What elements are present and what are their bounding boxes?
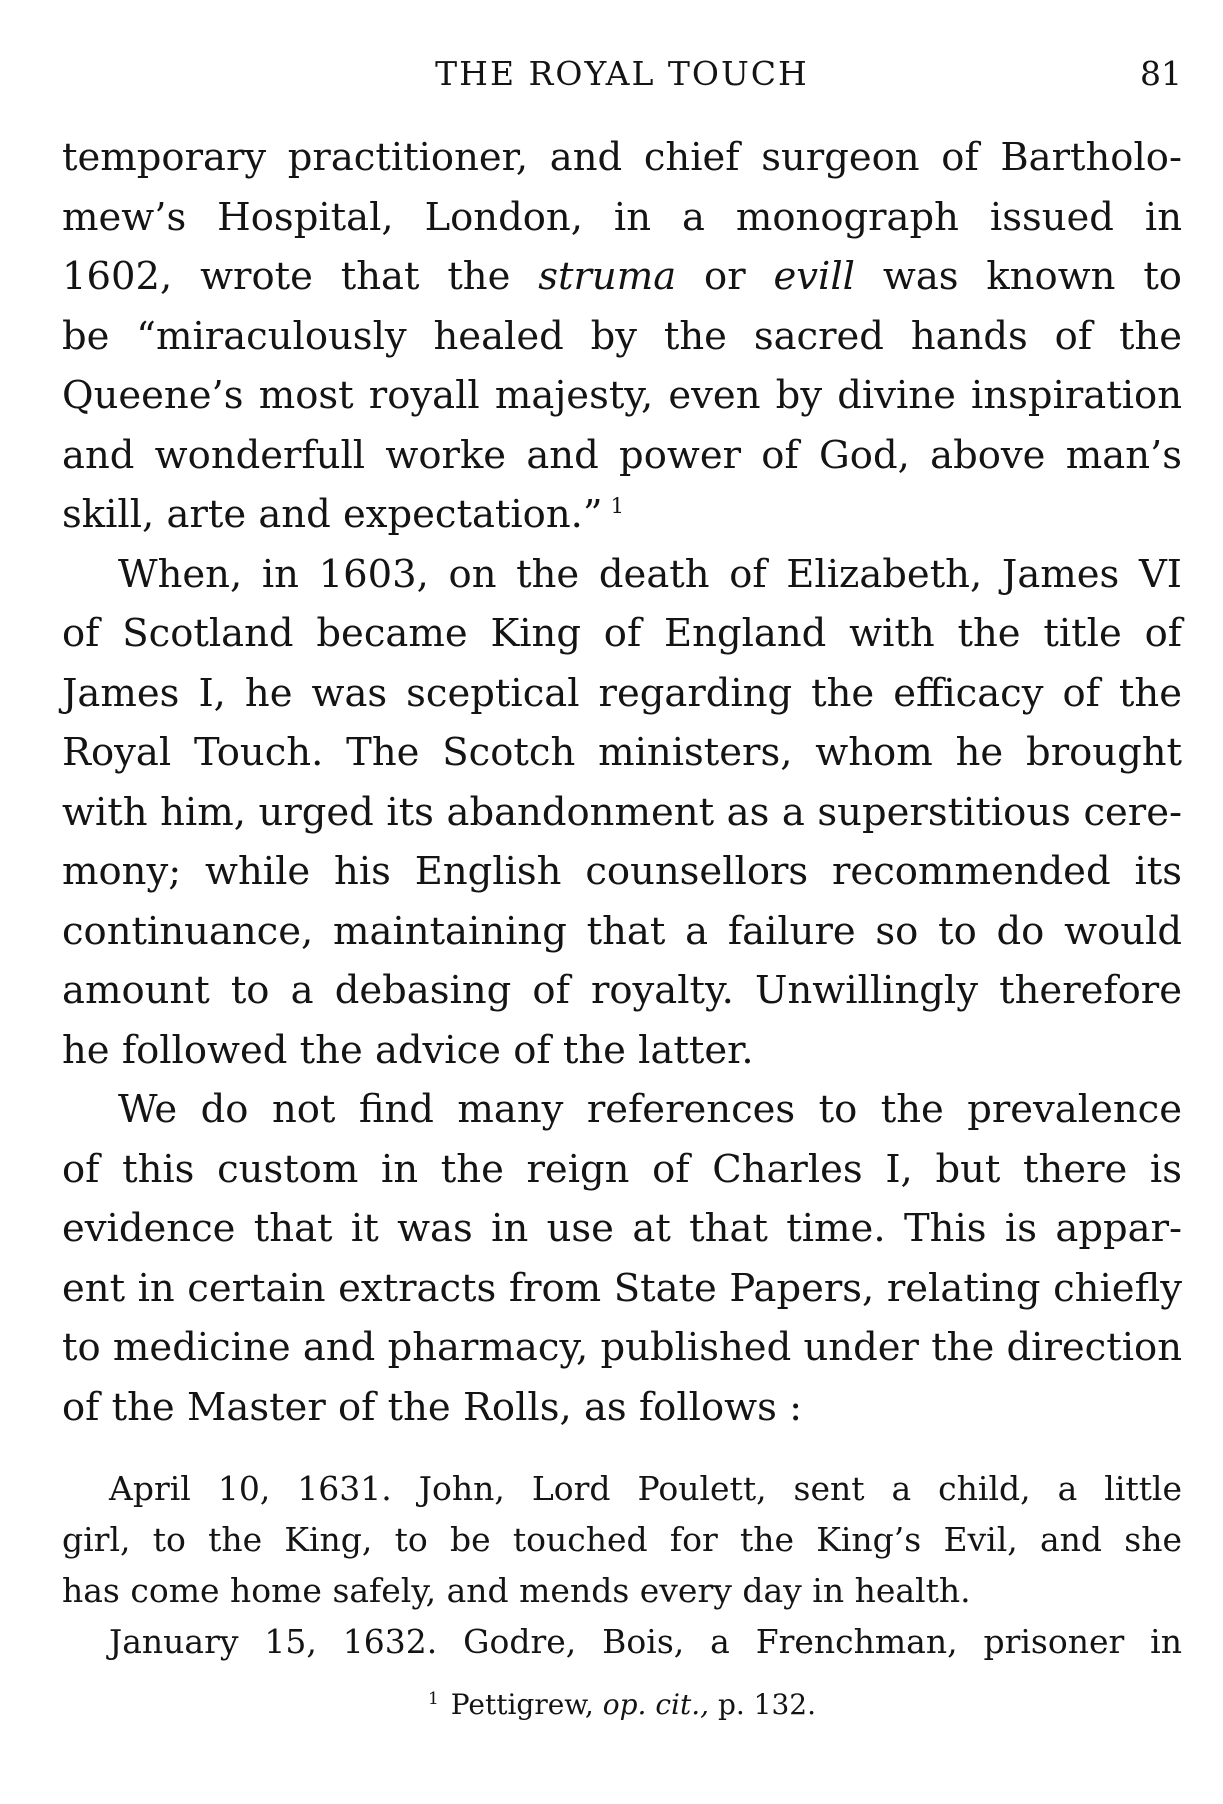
text-line: amount to a debasing of royalty. Unwillingly therefore (62, 968, 1182, 1013)
footnote-op-cit: op. cit., (602, 1688, 710, 1721)
italic-term-evill: evill (773, 254, 855, 299)
text-line: mew’s Hospital, London, in a monograph issued in (62, 194, 1182, 240)
state-papers-extract (62, 1463, 1182, 1667)
text-span: the (447, 254, 511, 299)
text-line (62, 247, 1182, 307)
paragraph-1 (62, 128, 1182, 545)
text-line: and wonderfull worke and power of God, above man’s (62, 432, 1182, 478)
paragraph-2 (62, 545, 1182, 1081)
text-line: continuance, maintaining that a failure so to do would (62, 908, 1182, 954)
paragraph-3 (62, 1080, 1182, 1437)
text-line: of this custom in the reign of Charles I, but there is (62, 1146, 1182, 1192)
text-line: April 10, 1631. John, Lord Poulett, sent a child, a little (109, 1469, 1182, 1508)
text-span: 1602, wrote that (62, 254, 420, 299)
text-line: Royal Touch. The Scotch ministers, whom he brought (62, 730, 1182, 775)
text-line: James I, he was sceptical regarding the efficacy of the (62, 670, 1182, 716)
italic-term-struma: struma (538, 254, 677, 299)
text-line: Queene’s most royall majesty, even by divine inspiration (62, 373, 1182, 418)
text-line: be “miraculously healed by the sacred hands of the (62, 313, 1182, 359)
text-line: he followed the advice of the latter. (62, 1027, 754, 1073)
text-line: of the Master of the Rolls, as follows : (62, 1384, 803, 1430)
running-head (62, 54, 1182, 94)
text-line: ent in certain extracts from State Papers, relating chiefly (62, 1265, 1182, 1311)
footnote-reference: 1 (610, 494, 624, 518)
footnote-mark: 1 (427, 1689, 439, 1709)
text-line: mony; while his English counsellors recommended its (62, 849, 1182, 894)
text-line: evidence that it was in use at that time. This is appar- (62, 1206, 1182, 1251)
text-line: of Scotland became King of England with the title of (62, 611, 1182, 656)
footnote (62, 1688, 1182, 1721)
text-line: When, in 1603, on the death of Elizabeth, James VI (118, 551, 1182, 597)
text-line: January 15, 1632. Godre, Bois, a Frenchman, prisoner in (109, 1622, 1182, 1661)
text-span: or (704, 254, 746, 299)
footnote-page: p. 132. (717, 1688, 817, 1721)
text-line: has come home safely, and mends every day in health. (62, 1571, 971, 1610)
page-number: 81 (1140, 54, 1182, 93)
text-line: We do not find many references to the prevalence (118, 1087, 1182, 1132)
text-span: was known to (882, 254, 1182, 299)
footnote-author: Pettigrew, (450, 1688, 594, 1721)
text-span: skill, arte and expectation.” (62, 492, 603, 537)
text-line: temporary practitioner, and chief surgeon of Bartholo- (62, 135, 1182, 180)
running-title: THE ROYAL TOUCH (435, 54, 809, 93)
body-text (62, 128, 1182, 1667)
text-line: with him, urged its abandonment as a superstitious cere- (62, 789, 1182, 835)
text-line: girl, to the King, to be touched for the King’s Evil, and she (62, 1520, 1182, 1559)
text-line (62, 485, 1182, 545)
text-line: to medicine and pharmacy, published under the direction (62, 1325, 1182, 1370)
